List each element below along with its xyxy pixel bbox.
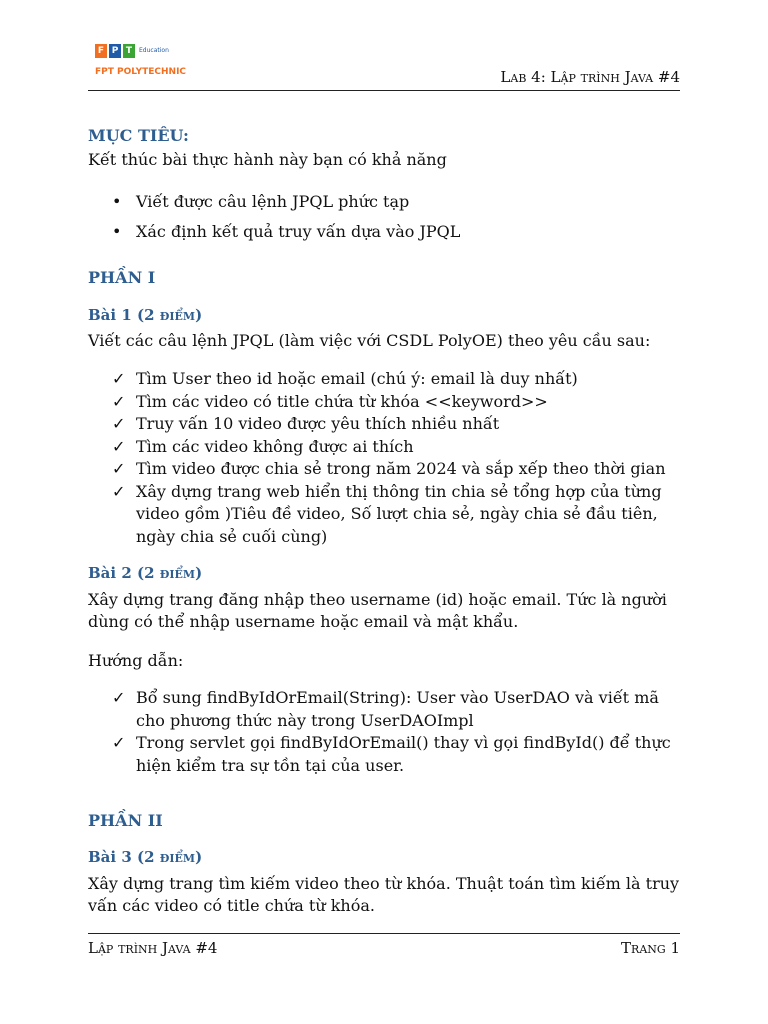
bai1-intro: Viết các câu lệnh JPQL (làm việc với CSDL PolyOE) theo yêu cầu sau: <box>88 331 651 350</box>
check-icon: ✓ <box>112 459 126 478</box>
header-divider <box>88 90 680 91</box>
bai2-points: (2 điểm) <box>137 564 203 582</box>
bai2-heading <box>88 564 202 582</box>
check-icon: ✓ <box>112 414 126 433</box>
check-item <box>112 436 682 459</box>
check-item-text: Tìm các video không được ai thích <box>136 436 414 456</box>
check-icon: ✓ <box>112 436 126 456</box>
check-item <box>112 368 682 391</box>
check-item <box>112 732 682 777</box>
logo-education-text: Education <box>139 47 169 54</box>
bai3-heading <box>88 848 202 866</box>
bai2-checklist <box>112 687 682 777</box>
bai3-title: Bài 3 <box>88 848 132 866</box>
bai3-points: (2 điểm) <box>137 848 203 866</box>
bai2-intro: Xây dựng trang đăng nhập theo username (id) hoặc email. Tức là người dùng có thể nhập username hoặc email và mật khẩu. <box>88 590 667 631</box>
objectives-intro: Kết thúc bài thực hành này bạn có khả năng <box>88 150 447 169</box>
check-item-text: Truy vấn 10 video được yêu thích nhiều nhất <box>136 414 500 433</box>
bai2-title: Bài 2 <box>88 564 132 582</box>
check-item <box>112 481 682 549</box>
bai1-points: (2 điểm) <box>137 306 203 324</box>
logo-polytechnic-text: FPT POLYTECHNIC <box>95 67 187 77</box>
logo-letter-t: T <box>123 44 135 58</box>
list-item-text: Xác định kết quả truy vấn dựa vào JPQL <box>136 222 461 241</box>
check-icon: ✓ <box>112 688 126 707</box>
check-item <box>112 458 682 481</box>
check-icon: ✓ <box>112 481 126 501</box>
check-icon: ✓ <box>112 369 126 388</box>
check-item-text: Tìm video được chia sẻ trong năm 2024 và sắp xếp theo thời gian <box>136 459 666 478</box>
bai1-checklist <box>112 368 682 548</box>
header-title: Lab 4: Lập trình Java #4 <box>500 68 680 86</box>
logo-letter-f: F <box>95 44 107 58</box>
list-item <box>112 187 682 217</box>
check-item-text: Tìm User theo id hoặc email (chú ý: email là duy nhất) <box>136 369 578 388</box>
bai1-heading <box>88 306 202 324</box>
check-item <box>112 391 682 414</box>
check-item-text: Tìm các video có title chứa từ khóa <<keyword>> <box>136 391 548 411</box>
check-item-text: Bổ sung findByIdOrEmail(String): User vào UserDAO và viết mã cho phương thức này trong UserDAOImpl <box>136 688 659 730</box>
check-icon: ✓ <box>112 733 126 752</box>
objectives-list <box>112 187 682 247</box>
footer-divider <box>88 933 680 934</box>
check-item <box>112 413 682 436</box>
fpt-polytechnic-logo <box>95 44 225 84</box>
part1-heading: PHẦN I <box>88 268 156 287</box>
check-item-text: Trong servlet gọi findByIdOrEmail() thay vì gọi findById() để thực hiện kiểm tra sự tồn tại của user. <box>136 733 671 775</box>
bai3-intro: Xây dựng trang tìm kiếm video theo từ khóa. Thuật toán tìm kiếm là truy vấn các video có title chứa từ khóa. <box>88 874 680 915</box>
list-item-text: Viết được câu lệnh JPQL phức tạp <box>136 192 410 211</box>
logo-letter-p: P <box>109 44 121 58</box>
bai2-guide-label: Hướng dẫn: <box>88 651 184 670</box>
check-item <box>112 687 682 732</box>
part2-heading: PHẦN II <box>88 811 163 830</box>
fpt-logo-blocks <box>95 44 135 58</box>
bai1-title: Bài 1 <box>88 306 132 324</box>
objectives-heading: MỤC TIÊU: <box>88 126 189 145</box>
check-item-text: Xây dựng trang web hiển thị thông tin chia sẻ tổng hợp của từng video gồm )Tiêu đề video, Số lượt chia sẻ, ngày chia sẻ đầu tiên, ngày chia sẻ cuối cùng) <box>136 481 662 546</box>
check-icon: ✓ <box>112 391 126 411</box>
bullet-icon: • <box>112 192 122 211</box>
bullet-icon: • <box>112 222 122 241</box>
list-item <box>112 217 682 247</box>
footer-page-number: Trang 1 <box>621 939 680 957</box>
footer-course-title: Lập trình Java #4 <box>88 939 218 957</box>
